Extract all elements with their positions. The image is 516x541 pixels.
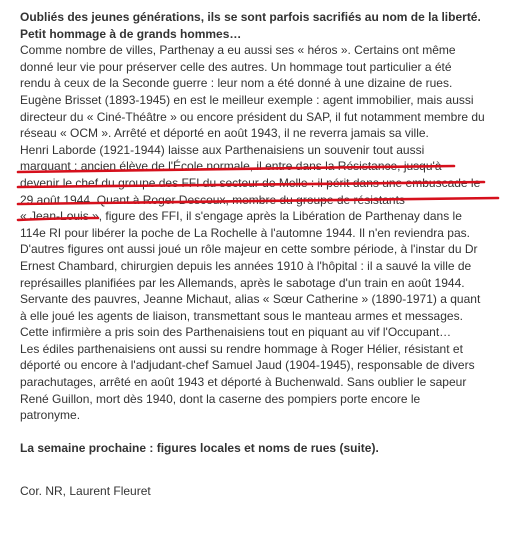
article-body <box>20 42 514 424</box>
body-line: « Jean-Louis », figure des FFI, il s'engage après la Libération de Parthenay dans le <box>20 209 462 224</box>
author-credit: Cor. NR, Laurent Fleuret <box>20 484 151 499</box>
body-line: rendu à ceux de la Seconde guerre : leur nom a été donné à une dizaine de rues. <box>20 76 453 91</box>
next-week-teaser: La semaine prochaine : figures locales et noms de rues (suite). <box>20 441 379 456</box>
body-line: Eugène Brisset (1893-1945) en est le meilleur exemple : agent immobilier, mais aussi <box>20 92 474 107</box>
body-line: 114e RI pour libérer la poche de La Rochelle à l'automne 1944. Il n'en reviendra pas. <box>20 225 470 240</box>
article <box>20 9 514 500</box>
body-line: déporté ou encore à l'adjudant-chef Samuel Jaud (1904-1945), responsable de divers <box>20 358 475 373</box>
body-line-highlighted: Henri Laborde (1921-1944) laisse aux Parthenaisiens un souvenir tout aussi <box>20 142 425 157</box>
body-line: D'autres figures ont aussi joué un rôle majeur en cette sombre période, à l'instar du Dr <box>20 242 478 257</box>
body-line: patronyme. <box>20 408 81 423</box>
body-line: parachutages, arrêté en août 1943 et déporté à Buchenwald. Sans oublier le sapeur <box>20 375 467 390</box>
body-line: Servante des pauvres, Jeanne Michaut, alias « Sœur Catherine » (1890-1971) a quant <box>20 292 481 307</box>
body-line: René Guillon, mort dès 1940, dont la caserne des pompiers porte encore le <box>20 391 421 406</box>
body-line: Ernest Chambard, chirurgien depuis les années 1910 à l'hôpital : il a sauvé la ville de <box>20 258 472 273</box>
body-line-highlighted: 29 août 1944. Quant à Roger Descoux, membre du groupe de résistants <box>20 192 405 207</box>
body-line: réseau « OCM ». Arrêté et déporté en août 1943, il ne reverra jamais sa ville. <box>20 126 429 141</box>
headline-line: Petit hommage à de grands hommes… <box>20 26 242 41</box>
body-line-highlighted: devenir le chef du groupe des FFI du secteur de Melle : il périt dans une embuscade le <box>20 175 481 190</box>
body-line: à elle joué les agents de liaison, transmettant sous le manteau armes et messages. <box>20 308 463 323</box>
body-line: directeur du « Ciné-Théâtre » ou encore président du SAP, il fut notamment membre du <box>20 109 485 124</box>
paragraph-gap <box>20 457 514 483</box>
article-headline <box>20 9 514 42</box>
body-line-highlighted: marquant : ancien élève de l'École normale, il entre dans la Résistance, jusqu'à <box>20 159 442 174</box>
body-line: Cette infirmière a pris soin des Parthenaisiens tout en piquant au vif l'Occupant… <box>20 325 452 340</box>
body-line: représailles planifiées par les Allemands, après le sabotage d'un train en août 1944. <box>20 275 465 290</box>
body-line: Les édiles parthenaisiens ont aussi su rendre hommage à Roger Hélier, résistant et <box>20 341 463 356</box>
body-line: Comme nombre de villes, Parthenay a eu aussi ses « héros ». Certains ont même <box>20 43 456 58</box>
body-line: donné leur vie pour préserver celle des autres. Un hommage tout particulier a été <box>20 59 452 74</box>
paragraph-gap <box>20 424 514 441</box>
headline-line: Oubliés des jeunes générations, ils se sont parfois sacrifiés au nom de la liberté. <box>20 10 481 24</box>
